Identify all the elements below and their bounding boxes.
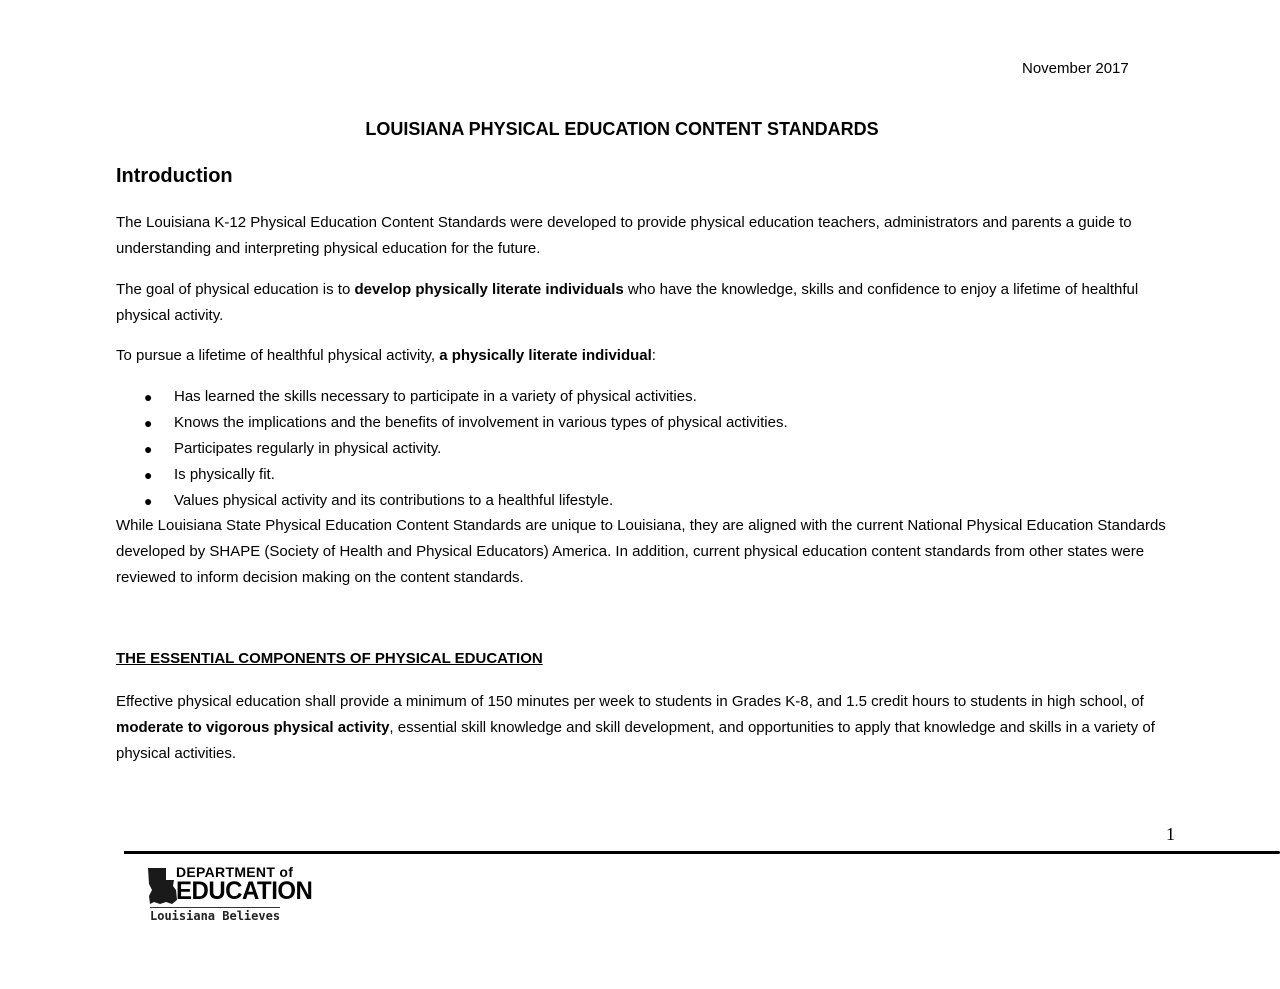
intro-paragraph-2 [116, 277, 1186, 329]
components-paragraph [116, 689, 1176, 767]
essential-components-heading: THE ESSENTIAL COMPONENTS OF PHYSICAL EDUCATION [116, 650, 543, 667]
bullet-icon: ● [144, 493, 153, 509]
list-item-text: Knows the implications and the benefits of involvement in various types of physical activities. [174, 414, 788, 431]
goal-text-prefix: The goal of physical education is to [116, 281, 355, 298]
document-date: November 2017 [1022, 60, 1129, 77]
list-item-text: Participates regularly in physical activity. [174, 440, 442, 457]
components-text-prefix: Effective physical education shall provide a minimum of 150 minutes per week to students in Grades K-8, and 1.5 credit hours to students in high school, of [116, 693, 1144, 710]
bullet-icon: ● [144, 467, 153, 483]
pursue-text-suffix: : [651, 347, 656, 364]
goal-text-suffix: who have the knowledge, skills and confidence to enjoy a lifetime of healthful physical activity. [116, 281, 1139, 324]
logo-education-text: EDUCATION [176, 877, 313, 906]
list-item [144, 462, 788, 488]
components-text-suffix: , essential skill knowledge and skill development, and opportunities to apply that knowledge and skills in a variety of physical activities. [116, 719, 1155, 762]
document-title: LOUISIANA PHYSICAL EDUCATION CONTENT STANDARDS [365, 119, 879, 139]
list-item [144, 410, 788, 436]
list-item [144, 384, 788, 410]
list-item-text: Values physical activity and its contributions to a healthful lifestyle. [174, 492, 614, 509]
louisiana-state-shape-icon [146, 866, 178, 906]
pursue-text-emphasis: a physically literate individual [439, 347, 652, 364]
components-text-emphasis: moderate to vigorous physical activity [116, 719, 390, 736]
intro-paragraph-3 [116, 343, 1186, 369]
list-item [144, 488, 788, 514]
introduction-heading: Introduction [116, 165, 233, 187]
goal-text-emphasis: develop physically literate individuals [354, 281, 624, 298]
bullet-icon: ● [144, 389, 153, 405]
list-item-text: Has learned the skills necessary to participate in a variety of physical activities. [174, 388, 697, 405]
logo-department-text: DEPARTMENT of [176, 864, 294, 880]
department-of-education-logo [146, 864, 316, 924]
list-item-text: Is physically fit. [174, 466, 275, 483]
logo-tagline: Louisiana Believes [150, 909, 281, 923]
pursue-text-prefix: To pursue a lifetime of healthful physical activity, [116, 347, 440, 364]
intro-paragraph-4: While Louisiana State Physical Education Content Standards are unique to Louisiana, they are aligned with the current National Physical Education Standards developed by SHAPE (Society of Health and Physical Educators) America. In addition, current physical education content standards from other states were reviewed to inform decision making on the content standards. [116, 517, 1166, 586]
intro-paragraph-1: The Louisiana K-12 Physical Education Content Standards were developed to provide physical education teachers, administrators and parents a guide to understanding and interpreting physical education for the future. [116, 214, 1132, 257]
bullet-icon: ● [144, 415, 153, 431]
list-item [144, 436, 788, 462]
bullet-icon: ● [144, 441, 153, 457]
footer-divider [124, 851, 1280, 854]
page-number: 1 [1166, 824, 1175, 844]
literate-individual-list [144, 384, 788, 514]
